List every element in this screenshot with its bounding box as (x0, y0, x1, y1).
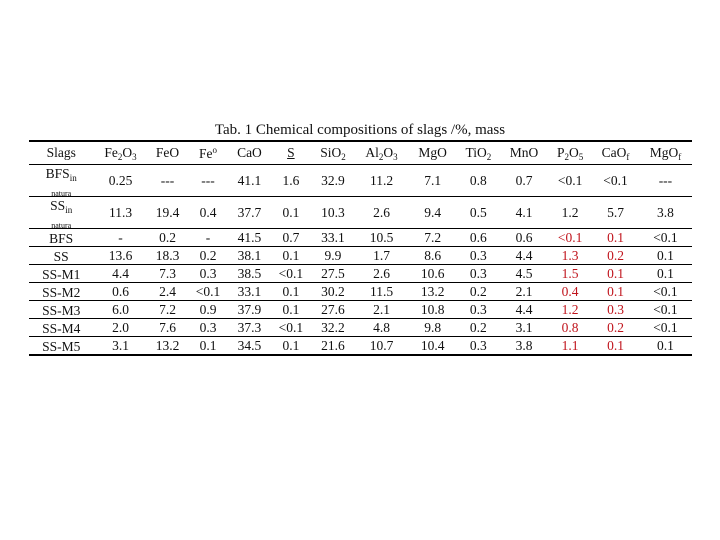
header-subscript: 2 (564, 151, 569, 162)
value-cell: --- (639, 165, 692, 197)
value-cell: 10.8 (409, 301, 457, 319)
slag-name-note: natura (51, 221, 72, 230)
column-header (592, 141, 639, 165)
slag-name-subscript: in (65, 205, 73, 215)
header-subscript: 2 (486, 151, 492, 162)
value-cell: 38.5 (229, 265, 271, 283)
value-cell: 10.4 (409, 337, 457, 356)
value-cell: 10.7 (354, 337, 408, 356)
value-cell: <0.1 (639, 283, 692, 301)
slag-name (49, 230, 73, 246)
value-cell: 0.3 (592, 301, 639, 319)
value-cell: 0.8 (548, 319, 592, 337)
value-cell: 21.6 (311, 337, 354, 356)
column-header (409, 141, 457, 165)
value-cell: 13.2 (409, 283, 457, 301)
value-cell: 0.1 (270, 301, 311, 319)
header-text: TiO (465, 144, 487, 160)
column-header (229, 141, 271, 165)
value-cell: 7.2 (409, 229, 457, 247)
value-cell: 10.3 (311, 197, 354, 229)
value-cell: 0.2 (148, 229, 188, 247)
value-cell: 4.8 (354, 319, 408, 337)
table-body (29, 165, 692, 356)
value-cell: <0.1 (548, 165, 592, 197)
header-subscript: f (678, 151, 682, 162)
value-cell: 8.6 (409, 247, 457, 265)
value-cell: 3.1 (93, 337, 147, 356)
column-header (548, 141, 592, 165)
value-cell: 2.1 (354, 301, 408, 319)
header-text: MgO (418, 145, 447, 160)
value-cell: 37.3 (229, 319, 271, 337)
value-cell: 13.6 (93, 247, 147, 265)
value-cell: 0.3 (187, 319, 228, 337)
column-header (354, 141, 408, 165)
header-text: MnO (509, 145, 539, 160)
value-cell: 0.1 (592, 283, 639, 301)
header-subscript: 3 (393, 151, 398, 162)
value-cell: 5.7 (592, 197, 639, 229)
value-cell: 32.2 (311, 319, 354, 337)
value-cell: --- (187, 165, 228, 197)
value-cell: 0.6 (457, 229, 500, 247)
header-text: Slags (46, 145, 76, 160)
slag-name (50, 197, 72, 218)
slag-name-cell (29, 229, 93, 247)
header-text: O (568, 144, 579, 160)
slag-name-text: SS-M3 (42, 302, 81, 318)
slag-composition-table (29, 140, 692, 356)
column-header (311, 141, 354, 165)
slag-name (46, 165, 77, 186)
value-cell: 0.6 (500, 229, 548, 247)
header-text: Al (365, 144, 379, 160)
slag-name-text: SS-M5 (42, 338, 81, 354)
value-cell: 1.5 (548, 265, 592, 283)
value-cell: - (187, 229, 228, 247)
value-cell: 0.3 (187, 265, 228, 283)
header-subscript: 2 (378, 151, 384, 162)
value-cell: 11.2 (354, 165, 408, 197)
value-cell: 2.6 (354, 265, 408, 283)
value-cell: 10.5 (354, 229, 408, 247)
value-cell: <0.1 (639, 319, 692, 337)
value-cell: <0.1 (639, 301, 692, 319)
value-cell: 1.6 (270, 165, 311, 197)
slag-name-cell (29, 197, 93, 229)
slag-name-text: BFS (45, 166, 70, 181)
header-row (29, 141, 692, 165)
slag-name (42, 284, 80, 300)
column-header (639, 141, 692, 165)
value-cell: 0.25 (93, 165, 147, 197)
slag-name (42, 266, 80, 282)
value-cell: 0.1 (592, 229, 639, 247)
slag-name-text: SS (53, 248, 69, 264)
slag-name-cell (29, 337, 93, 356)
table-row (29, 247, 692, 265)
value-cell: <0.1 (639, 229, 692, 247)
value-cell: 0.3 (457, 337, 500, 356)
header-text: S (287, 145, 295, 160)
value-cell: --- (148, 165, 188, 197)
value-cell: 0.1 (639, 247, 692, 265)
slag-name (54, 248, 69, 264)
header-text: CaO (601, 144, 627, 160)
value-cell: 6.0 (93, 301, 147, 319)
value-cell: <0.1 (548, 229, 592, 247)
value-cell: 0.4 (548, 283, 592, 301)
value-cell: 4.4 (500, 301, 548, 319)
value-cell: 2.4 (148, 283, 188, 301)
value-cell: 37.9 (229, 301, 271, 319)
value-cell: 9.8 (409, 319, 457, 337)
value-cell: 4.5 (500, 265, 548, 283)
value-cell: 0.3 (457, 247, 500, 265)
value-cell: 32.9 (311, 165, 354, 197)
value-cell: 1.7 (354, 247, 408, 265)
value-cell: 11.3 (93, 197, 147, 229)
slag-name-text: SS-M2 (42, 284, 81, 300)
column-header (187, 141, 228, 165)
value-cell: 0.1 (270, 337, 311, 356)
table-row (29, 337, 692, 356)
value-cell: 2.0 (93, 319, 147, 337)
header-subscript: 3 (132, 151, 137, 162)
value-cell: 0.1 (270, 197, 311, 229)
value-cell: 0.2 (592, 319, 639, 337)
slag-name-note: natura (51, 189, 72, 198)
slag-name (42, 338, 80, 354)
value-cell: 3.8 (500, 337, 548, 356)
value-cell: 38.1 (229, 247, 271, 265)
slag-name-text: SS-M4 (42, 320, 81, 336)
value-cell: 7.2 (148, 301, 188, 319)
value-cell: 2.1 (500, 283, 548, 301)
column-header (457, 141, 500, 165)
value-cell: 0.5 (457, 197, 500, 229)
header-subscript: 2 (341, 151, 346, 162)
value-cell: 0.1 (187, 337, 228, 356)
value-cell: 2.6 (354, 197, 408, 229)
value-cell: 0.1 (270, 247, 311, 265)
table-row (29, 197, 692, 229)
value-cell: 19.4 (148, 197, 188, 229)
slag-name-text: SS-M1 (42, 266, 81, 282)
header-text: Fe (199, 145, 213, 161)
value-cell: 10.6 (409, 265, 457, 283)
header-text: O (122, 144, 133, 160)
value-cell: 0.2 (187, 247, 228, 265)
value-cell: 0.2 (457, 283, 500, 301)
table-row (29, 301, 692, 319)
value-cell: 37.7 (229, 197, 271, 229)
value-cell: 13.2 (148, 337, 188, 356)
value-cell: 3.8 (639, 197, 692, 229)
value-cell: 0.9 (187, 301, 228, 319)
value-cell: 0.1 (639, 337, 692, 356)
value-cell: 41.1 (229, 165, 271, 197)
table-row (29, 265, 692, 283)
value-cell: 0.2 (457, 319, 500, 337)
value-cell: 7.3 (148, 265, 188, 283)
value-cell: 0.7 (500, 165, 548, 197)
value-cell: 9.4 (409, 197, 457, 229)
value-cell: 11.5 (354, 283, 408, 301)
slag-name (42, 320, 80, 336)
value-cell: 33.1 (311, 229, 354, 247)
header-text: MgO (649, 144, 679, 160)
value-cell: 4.4 (500, 247, 548, 265)
table-row (29, 165, 692, 197)
column-header (148, 141, 188, 165)
value-cell: 0.1 (592, 265, 639, 283)
value-cell: 7.6 (148, 319, 188, 337)
header-text: P (556, 144, 565, 160)
header-text: O (383, 144, 394, 160)
slag-name-cell (29, 319, 93, 337)
value-cell: 0.1 (639, 265, 692, 283)
slag-name-subscript: in (69, 173, 77, 183)
value-cell: 1.2 (548, 197, 592, 229)
column-header (29, 141, 93, 165)
slag-name-text: SS (50, 198, 66, 213)
value-cell: <0.1 (270, 265, 311, 283)
slag-name-cell (29, 283, 93, 301)
slag-name-cell (29, 165, 93, 197)
value-cell: 27.6 (311, 301, 354, 319)
value-cell: <0.1 (270, 319, 311, 337)
value-cell: 4.1 (500, 197, 548, 229)
header-subscript: 2 (117, 151, 123, 162)
value-cell: 30.2 (311, 283, 354, 301)
value-cell: - (93, 229, 147, 247)
value-cell: 0.4 (187, 197, 228, 229)
header-text: FeO (155, 145, 180, 160)
value-cell: 3.1 (500, 319, 548, 337)
slag-name (42, 302, 80, 318)
column-header (93, 141, 147, 165)
table-caption: Tab. 1 Chemical compositions of slags /%, mass (214, 122, 506, 138)
column-header (500, 141, 548, 165)
value-cell: 0.1 (592, 337, 639, 356)
table-row (29, 283, 692, 301)
value-cell: 0.8 (457, 165, 500, 197)
value-cell: 0.6 (93, 283, 147, 301)
value-cell: 0.3 (457, 265, 500, 283)
value-cell: 41.5 (229, 229, 271, 247)
value-cell: 1.1 (548, 337, 592, 356)
header-subscript: f (626, 151, 630, 162)
header-subscript: 5 (578, 151, 584, 162)
header-text: CaO (237, 145, 262, 160)
value-cell: 0.3 (457, 301, 500, 319)
header-superscript: o (212, 144, 218, 155)
value-cell: 0.2 (592, 247, 639, 265)
column-header (270, 141, 311, 165)
value-cell: 0.7 (270, 229, 311, 247)
value-cell: 1.2 (548, 301, 592, 319)
value-cell: 1.3 (548, 247, 592, 265)
slag-name-cell (29, 265, 93, 283)
value-cell: 33.1 (229, 283, 271, 301)
value-cell: 4.4 (93, 265, 147, 283)
value-cell: 27.5 (311, 265, 354, 283)
value-cell: <0.1 (187, 283, 228, 301)
value-cell: 9.9 (311, 247, 354, 265)
value-cell: 0.1 (270, 283, 311, 301)
table-row (29, 229, 692, 247)
header-text: SiO (320, 144, 342, 160)
value-cell: 34.5 (229, 337, 271, 356)
value-cell: <0.1 (592, 165, 639, 197)
table-row (29, 319, 692, 337)
value-cell: 18.3 (148, 247, 188, 265)
header-text: Fe (104, 144, 118, 160)
slag-name-text: BFS (49, 230, 74, 246)
slag-name-cell (29, 247, 93, 265)
value-cell: 7.1 (409, 165, 457, 197)
slag-name-cell (29, 301, 93, 319)
